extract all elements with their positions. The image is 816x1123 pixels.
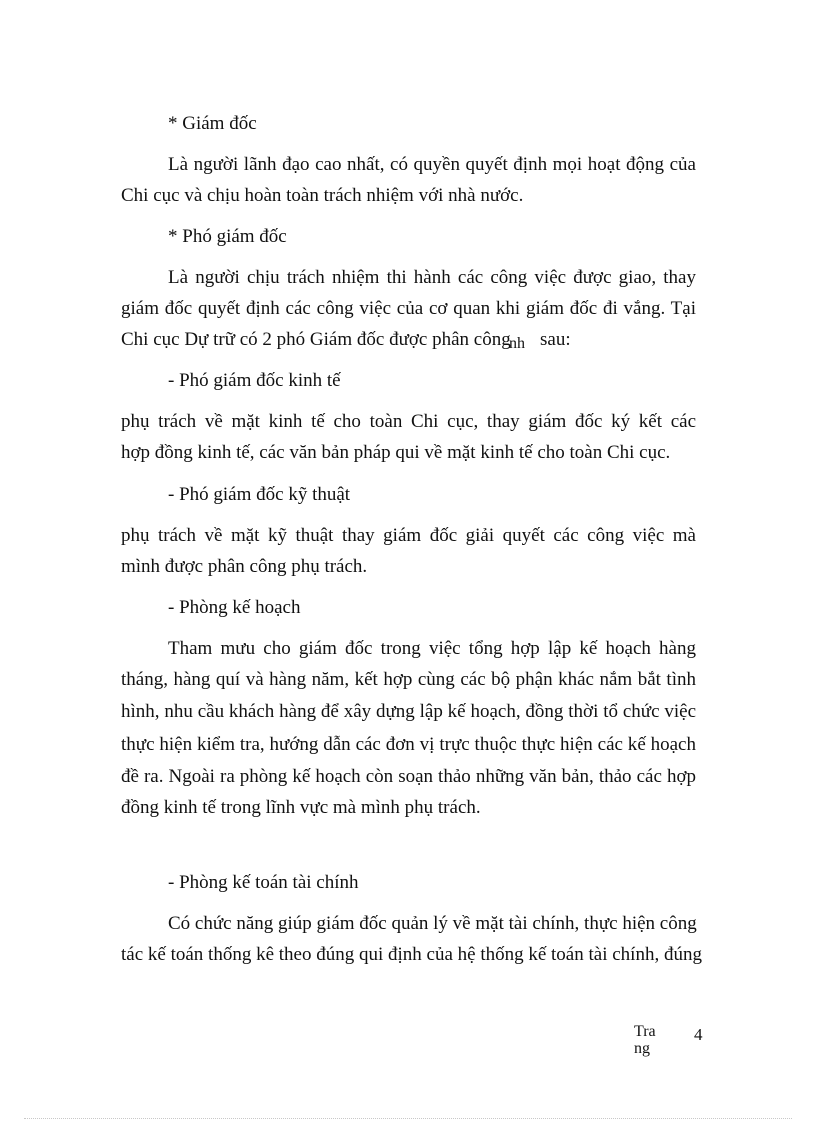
section-heading-phong-ke-toan-tai-chinh: - Phòng kế toán tài chính: [168, 872, 359, 893]
section-heading-pho-giam-doc: * Phó giám đốc: [168, 226, 287, 247]
paragraph-line: Chi cục Dự trữ có 2 phó Giám đốc được phân công: [121, 329, 511, 350]
paragraph-line: Chi cục và chịu hoàn toàn trách nhiệm với nhà nước.: [121, 185, 524, 206]
paragraph-line: Là người lãnh đạo cao nhất, có quyền quyết định mọi hoạt động của: [168, 154, 696, 175]
section-heading-phong-ke-hoach: - Phòng kế hoạch: [168, 597, 301, 618]
paragraph-line: Có chức năng giúp giám đốc quản lý về mặt tài chính, thực hiện công: [168, 913, 697, 934]
section-heading-pho-giam-doc-kinh-te: - Phó giám đốc kinh tế: [168, 370, 341, 391]
paragraph-line: giám đốc quyết định các công việc của cơ quan khi giám đốc đi vắng. Tại: [121, 298, 696, 319]
paragraph-line: hình, nhu cầu khách hàng để xây dựng lập kế hoạch, đồng thời tổ chức việc: [121, 701, 696, 722]
footer-page-number: 4: [694, 1025, 703, 1044]
paragraph-line: đề ra. Ngoài ra phòng kế hoạch còn soạn thảo những văn bản, thảo các hợp: [121, 766, 696, 787]
paragraph-line: tháng, hàng quí và hàng năm, kết hợp cùng các bộ phận khác nắm bắt tình: [121, 669, 696, 690]
stray-text-fragment: nh: [509, 335, 525, 352]
paragraph-line: phụ trách về mặt kinh tế cho toàn Chi cục, thay giám đốc ký kết các: [121, 411, 696, 432]
paragraph-line: phụ trách về mặt kỹ thuật thay giám đốc giải quyết các công việc mà: [121, 525, 696, 546]
page-bottom-divider: [24, 1118, 792, 1119]
paragraph-line: mình được phân công phụ trách.: [121, 556, 368, 577]
paragraph-line: Là người chịu trách nhiệm thi hành các công việc được giao, thay: [168, 267, 696, 288]
paragraph-line: hợp đồng kinh tế, các văn bản pháp qui về mặt kinh tế cho toàn Chi cục.: [121, 442, 671, 463]
footer-page-label: Trang: [634, 1023, 656, 1057]
section-heading-pho-giam-doc-ky-thuat: - Phó giám đốc kỹ thuật: [168, 484, 351, 505]
paragraph-line: tác kế toán thống kê theo đúng qui định của hệ thống kế toán tài chính, đúng: [121, 944, 702, 965]
paragraph-line: sau:: [540, 329, 571, 350]
section-heading-giam-doc: * Giám đốc: [168, 113, 257, 134]
paragraph-line: Tham mưu cho giám đốc trong việc tổng hợp lập kế hoạch hàng: [168, 638, 696, 659]
paragraph-line: thực hiện kiểm tra, hướng dẫn các đơn vị trực thuộc thực hiện các kế hoạch: [121, 734, 696, 755]
paragraph-line: đồng kinh tế trong lĩnh vực mà mình phụ trách.: [121, 797, 481, 818]
